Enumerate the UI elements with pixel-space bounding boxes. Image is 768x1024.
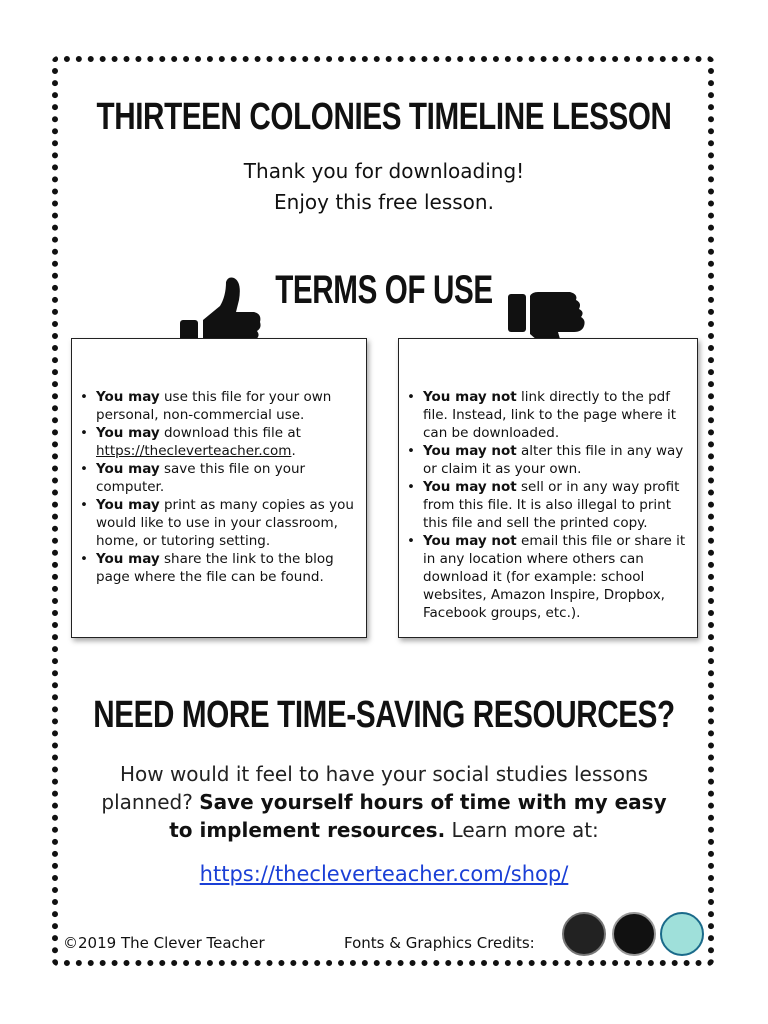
may-box	[71, 338, 367, 638]
may-not-item-lead: You may not	[423, 443, 517, 459]
may-item-text: download this file at	[159, 425, 301, 441]
shop-link[interactable]: https://thecleverteacher.com/shop/	[199, 862, 569, 886]
may-not-item-lead: You may not	[423, 533, 517, 549]
may-not-item	[423, 442, 689, 478]
may-not-item-text: link directly to the pdf file. Instead, link to the page where it can be downloaded.	[423, 389, 676, 441]
may-item-text: save this file on your computer.	[96, 461, 306, 495]
may-item-text: use this file for your own personal, non-commercial use.	[96, 389, 332, 423]
thanks-line-1: Thank you for downloading!	[243, 159, 525, 183]
may-list	[80, 388, 358, 586]
credit-logo-1	[562, 912, 606, 956]
may-item-lead: You may	[96, 497, 160, 513]
copyright: ©2019 The Clever Teacher	[63, 934, 265, 952]
thanks-line-2: Enjoy this free lesson.	[274, 190, 494, 214]
credit-logo-2	[612, 912, 656, 956]
page-title: THIRTEEN COLONIES TIMELINE LESSON	[96, 96, 672, 138]
credit-logo-3	[660, 912, 704, 956]
may-item-text: share the link to the blog page where the file can be found.	[96, 551, 334, 585]
may-not-item-lead: You may not	[423, 389, 517, 405]
may-item	[96, 388, 358, 424]
may-not-item	[423, 388, 689, 442]
may-not-item-text: sell or in any way profit from this file. It is also illegal to print this file and sell the printed copy.	[423, 479, 680, 531]
may-not-list	[407, 388, 689, 622]
promo-title: NEED MORE TIME-SAVING RESOURCES?	[93, 694, 675, 736]
promo-text	[100, 760, 668, 844]
download-link[interactable]: https://thecleverteacher.com	[96, 443, 292, 459]
may-not-item-text: alter this file in any way or claim it as your own.	[423, 443, 684, 477]
promo-text-bold: Save yourself hours of time with my easy to implement resources.	[169, 790, 667, 842]
may-item-lead: You may	[96, 461, 160, 477]
may-item-lead: You may	[96, 551, 160, 567]
may-not-box	[398, 338, 698, 638]
may-item	[96, 496, 358, 550]
may-not-item	[423, 532, 689, 622]
promo-text-b: Learn more at:	[445, 818, 599, 842]
promo-text-a: How would it feel to have your social studies lessons planned?	[101, 762, 649, 814]
may-not-item-text: email this file or share it in any location where others can download it (for example: school websites, Amazon Inspire, Dropbox, Facebook groups, etc.).	[423, 533, 686, 621]
thanks-message	[0, 156, 768, 218]
may-item	[96, 424, 358, 460]
may-item-after: .	[291, 443, 296, 459]
may-item	[96, 460, 358, 496]
may-not-item	[423, 478, 689, 532]
may-item-lead: You may	[96, 389, 160, 405]
may-not-item-lead: You may not	[423, 479, 517, 495]
credits-label: Fonts & Graphics Credits:	[344, 934, 535, 952]
may-item-text: print as many copies as you would like to use in your classroom, home, or tutoring setting.	[96, 497, 354, 549]
may-item-lead: You may	[96, 425, 160, 441]
may-item	[96, 550, 358, 586]
terms-title: TERMS OF USE	[275, 268, 493, 312]
